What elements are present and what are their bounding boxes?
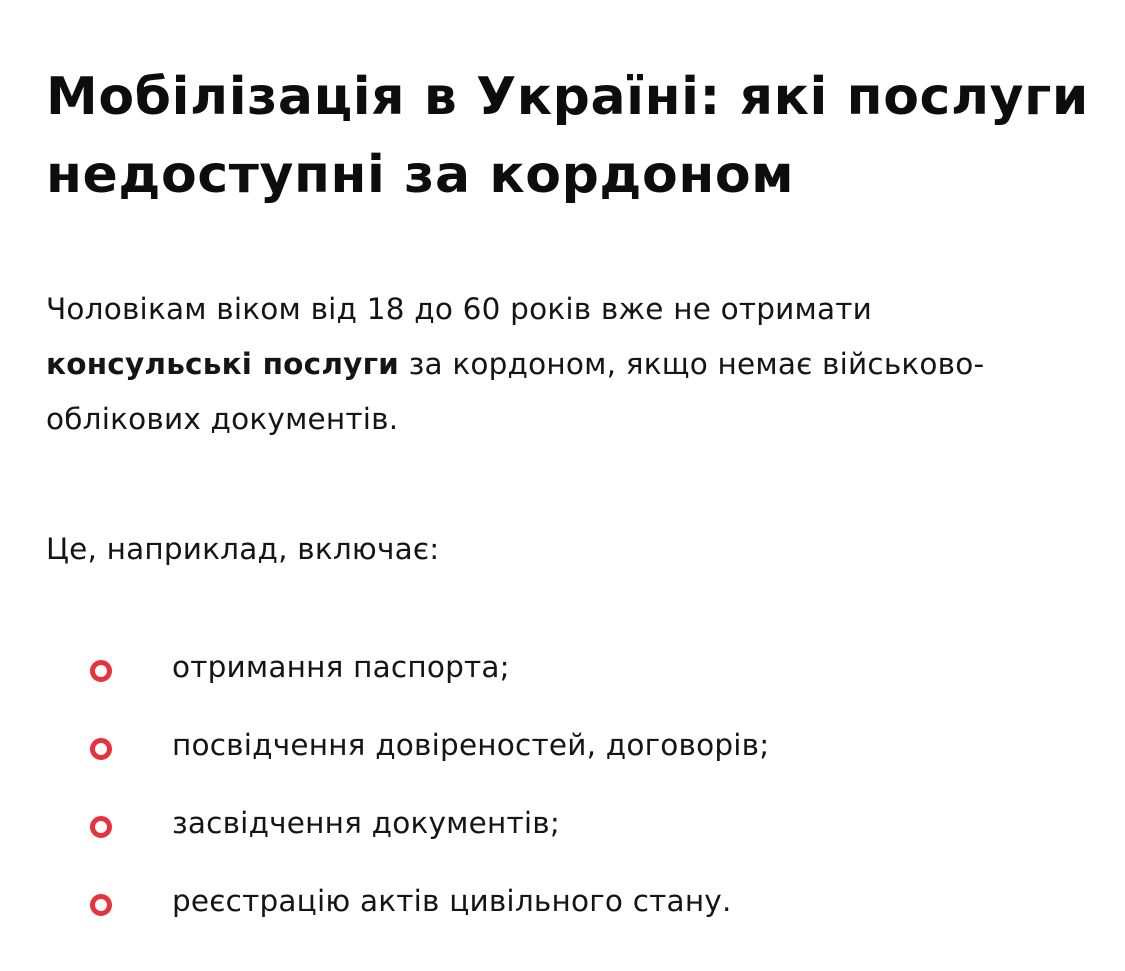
list-item [46, 729, 1096, 807]
list-item-label: отримання паспорта; [172, 650, 510, 684]
article-title: Мобілізація в Україні: які послуги недоступні за кордоном [46, 67, 1089, 205]
list-item [46, 651, 1096, 729]
ring-bullet-icon [90, 738, 112, 760]
list-item-label: реєстрацію актів цивільного стану. [172, 884, 732, 918]
ring-bullet-icon [90, 816, 112, 838]
list-item [46, 885, 1096, 963]
ring-bullet-icon [90, 894, 112, 916]
list-item-label: засвідчення документів; [172, 806, 560, 840]
list-item [46, 807, 1096, 885]
intro-text-start: Чоловікам віком від 18 до 60 років вже не отримати [46, 292, 873, 326]
list-lead-text: Це, наприклад, включає: [46, 532, 440, 566]
list-item-label: посвідчення довіреностей, договорів; [172, 728, 770, 762]
ring-bullet-icon [90, 660, 112, 682]
article [46, 0, 1096, 963]
services-list [46, 651, 1096, 963]
intro-bold-phrase: консульські послуги [46, 347, 400, 381]
intro-text-end: за кордоном, якщо немає військово-облікових документів. [46, 347, 985, 436]
intro-paragraph [46, 282, 1086, 447]
